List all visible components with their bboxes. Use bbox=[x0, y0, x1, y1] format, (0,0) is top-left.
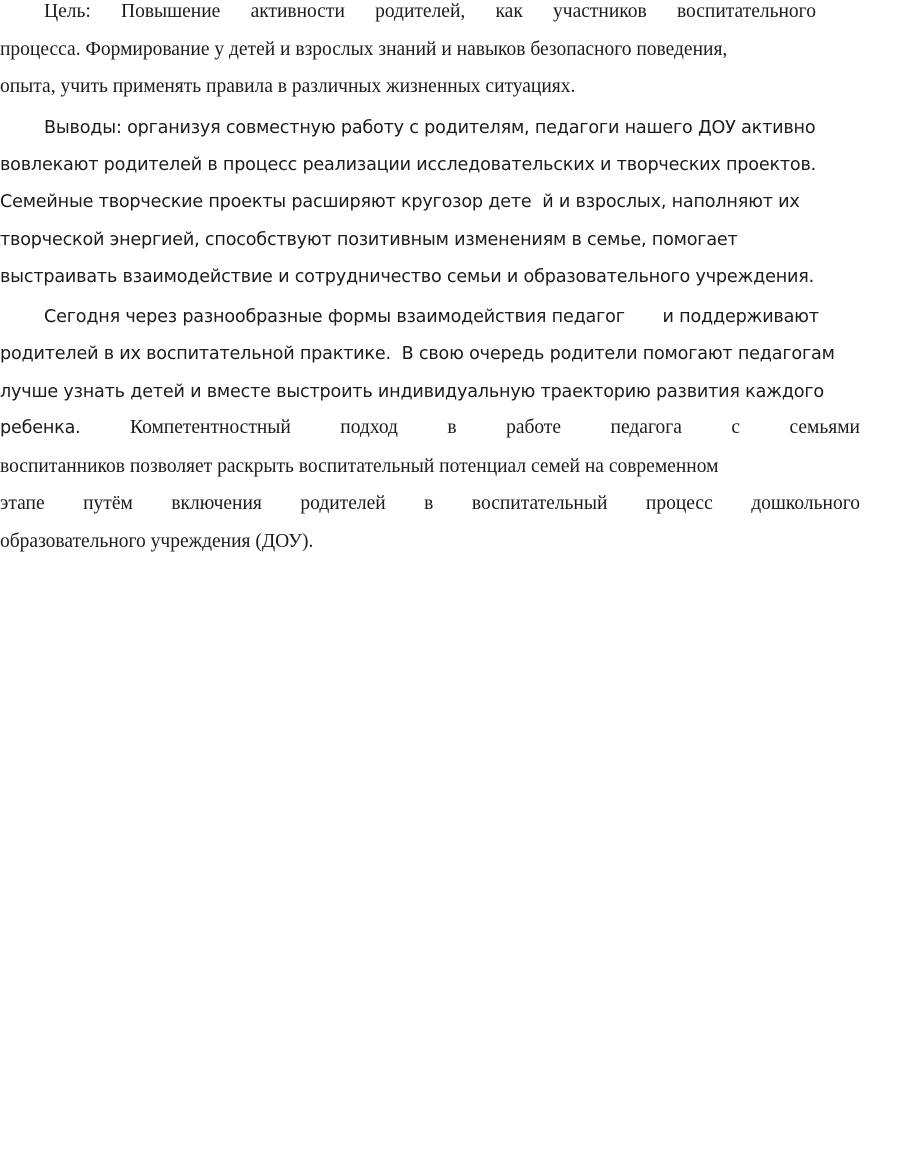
today-word: путём bbox=[83, 493, 133, 514]
conclusions-line-1: Выводы: организуя совместную работу с родителям, педагоги нашего ДОУ активно bbox=[44, 118, 816, 138]
goal-word: Повышение bbox=[121, 1, 221, 22]
today-word: работе bbox=[506, 417, 562, 438]
today-line-3: лучше узнать детей и вместе выстроить индивидуальную траекторию развития каждого bbox=[0, 382, 824, 402]
today-word: с bbox=[731, 417, 740, 438]
conclusions-line-3: Семейные творческие проекты расширяют кругозор дете й и взрослых, наполняют их bbox=[0, 192, 800, 212]
conclusions-line-5: выстраивать взаимодействие и сотрудничество семьи и образовательного учреждения. bbox=[0, 267, 815, 287]
today-word: подход bbox=[340, 417, 398, 438]
conclusions-line-4: творческой энергией, способствуют позитивным изменениям в семье, помогает bbox=[0, 230, 738, 250]
goal-word: родителей, bbox=[375, 1, 466, 22]
today-word: педагога bbox=[610, 417, 682, 438]
today-word: дошкольного bbox=[751, 493, 860, 514]
today-word: воспитательный bbox=[471, 493, 608, 514]
today-word: этапе bbox=[0, 493, 45, 514]
goal-word: как bbox=[495, 1, 523, 22]
today-line-2: родителей в их воспитательной практике. В свою очередь родители помогают педагогам bbox=[0, 344, 835, 364]
goal-word: активности bbox=[250, 1, 345, 22]
conclusions-line-2: вовлекают родителей в процесс реализации исследовательских и творческих проектов. bbox=[0, 155, 817, 175]
today-word: ребенка. bbox=[0, 418, 81, 438]
today-word: родителей bbox=[300, 493, 386, 514]
goal-word: воспитательного bbox=[676, 1, 816, 22]
today-line-7: образовательного учреждения (ДОУ). bbox=[0, 531, 314, 552]
today-line-5: воспитанников позволяет раскрыть воспитательный потенциал семей на современном bbox=[0, 456, 719, 477]
goal-word: Цель: bbox=[44, 1, 91, 22]
goal-line-2: процесса. Формирование у детей и взрослых знаний и навыков безопасного поведения, bbox=[0, 39, 728, 60]
goal-word: участников bbox=[553, 1, 647, 22]
today-word: включения bbox=[171, 493, 262, 514]
goal-line-1 bbox=[0, 0, 816, 24]
today-word: Компетентностный bbox=[130, 417, 291, 438]
today-line-6 bbox=[0, 492, 860, 516]
today-line-4 bbox=[0, 416, 860, 440]
goal-line-3: опыта, учить применять правила в различных жизненных ситуациях. bbox=[0, 76, 576, 97]
today-word: в bbox=[424, 493, 434, 514]
today-line-1: Сегодня через разнообразные формы взаимодействия педагог и поддерживают bbox=[44, 307, 819, 327]
today-word: семьями bbox=[789, 417, 860, 438]
today-word: процесс bbox=[645, 493, 713, 514]
today-word: в bbox=[447, 417, 457, 438]
